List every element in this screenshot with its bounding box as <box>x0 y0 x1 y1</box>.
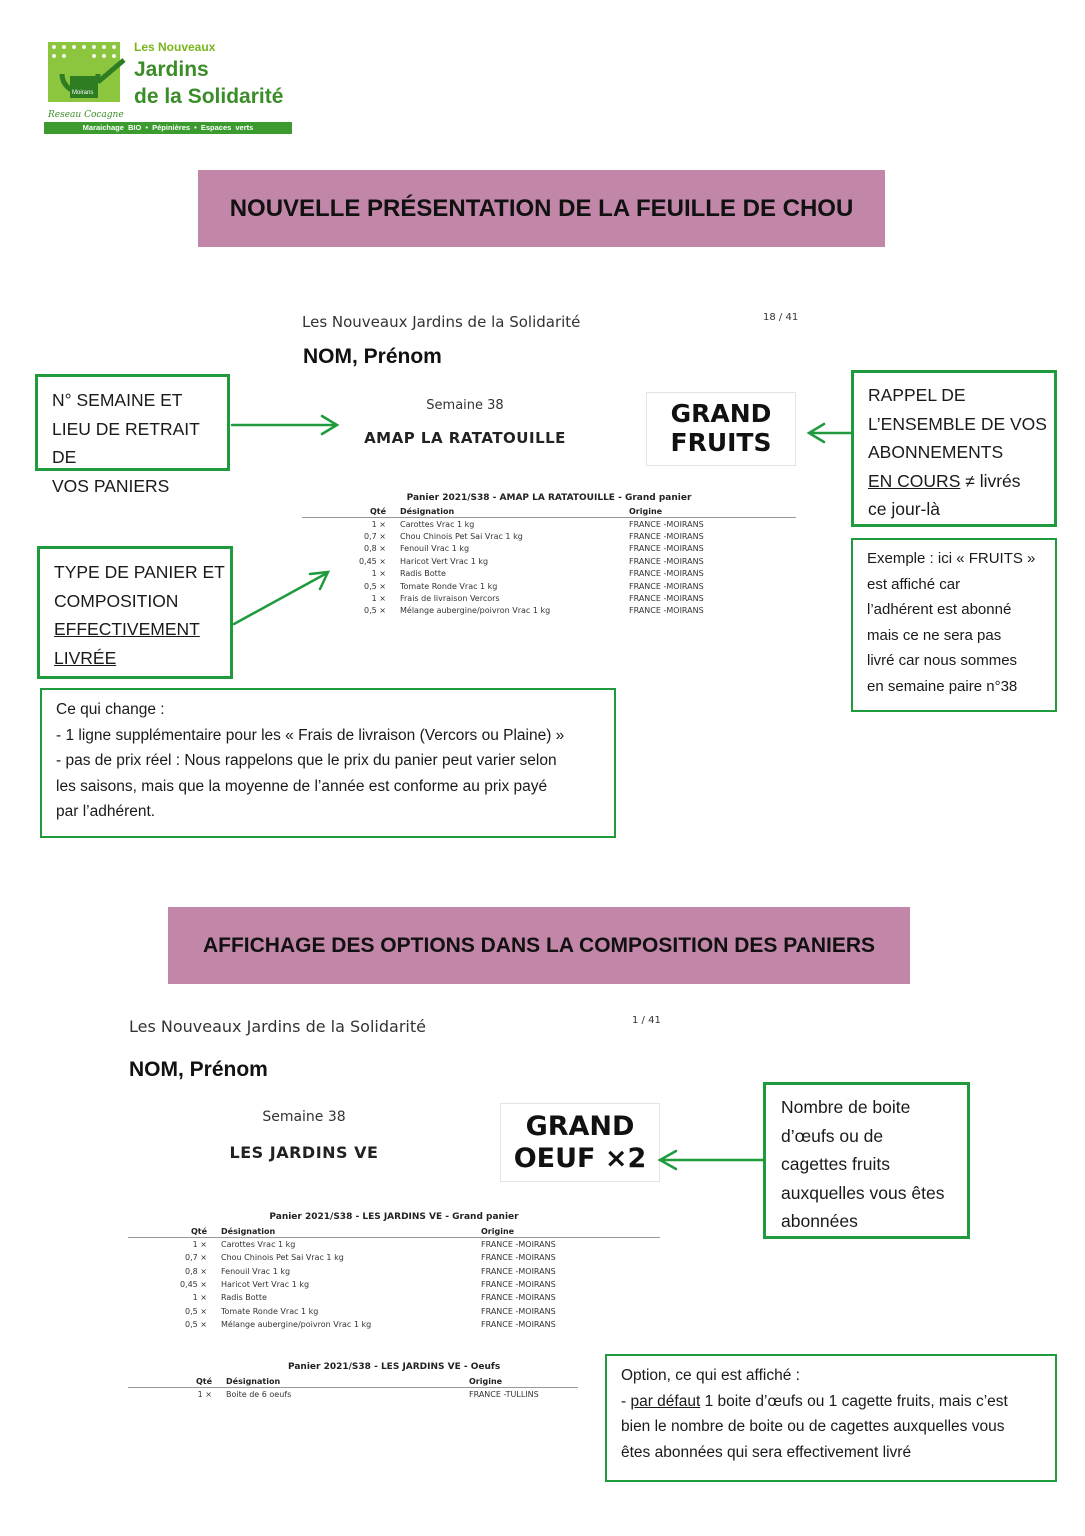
callout-line: ABONNEMENTS <box>868 442 1004 462</box>
doc-2-week: Semaine 38 <box>262 1109 346 1125</box>
callout-line: mais ce ne sera pas <box>867 626 1002 644</box>
cell-designation: Radis Botte <box>400 569 446 579</box>
header-qty: Qté <box>128 1377 226 1388</box>
cell-origin: FRANCE -MOIRANS <box>481 1280 556 1290</box>
callout-line: bien le nombre de boite ou de cagettes auxquelles vous <box>621 1418 1005 1435</box>
doc-2-organization: Les Nouveaux Jardins de la Solidarité <box>129 1017 426 1036</box>
cell-origin: FRANCE -MOIRANS <box>481 1319 556 1329</box>
cell-designation: Carottes Vrac 1 kg <box>221 1240 296 1250</box>
callout-line: LIEU DE RETRAIT DE <box>52 418 200 467</box>
callout-line: d’œufs ou de <box>781 1125 884 1146</box>
header-origin: Origine <box>629 507 796 518</box>
callout-line: RAPPEL DE <box>868 385 966 405</box>
cell-origin: FRANCE -MOIRANS <box>481 1266 556 1276</box>
section-1-banner: NOUVELLE PRÉSENTATION DE LA FEUILLE DE CHOU <box>198 170 885 247</box>
header-qty: Qté <box>128 1227 221 1238</box>
cell-qty: 0,5 × <box>364 581 386 591</box>
callout-line: par l’adhérent. <box>56 803 156 820</box>
cell-designation: Mélange aubergine/poivron Vrac 1 kg <box>221 1319 372 1329</box>
cell-designation: Fenouil Vrac 1 kg <box>400 544 470 554</box>
doc-1-member-name: NOM, Prénom <box>303 345 442 368</box>
doc-2-member-name: NOM, Prénom <box>129 1058 268 1081</box>
callout-line: - 1 ligne supplémentaire pour les « Frais de livraison (Vercors ou Plaine) » <box>56 726 565 744</box>
arrow-to-week-icon <box>232 416 337 434</box>
doc-2-subscription-line-2: OEUF ×2 <box>513 1142 647 1174</box>
cell-qty: 0,7 × <box>364 532 386 542</box>
logo-line-1: Les Nouveaux <box>134 40 216 54</box>
callout-line: en semaine paire n°38 <box>867 677 1018 695</box>
cell-designation: Fenouil Vrac 1 kg <box>221 1266 291 1276</box>
cell-designation: Chou Chinois Pet Sai Vrac 1 kg <box>400 532 523 542</box>
cell-qty: 1 × <box>371 519 386 529</box>
cell-qty: 0,45 × <box>179 1280 207 1290</box>
cell-designation: Frais de livraison Vercors <box>400 594 500 604</box>
callout-line: COMPOSITION <box>54 590 179 611</box>
callout-line: Ce qui change : <box>56 701 165 718</box>
cell-designation: Haricot Vert Vrac 1 kg <box>221 1280 310 1290</box>
callout-text: - <box>621 1392 631 1410</box>
cell-designation: Boite de 6 oeufs <box>226 1389 292 1399</box>
header-designation: Désignation <box>226 1377 469 1388</box>
cell-designation: Carottes Vrac 1 kg <box>400 519 475 529</box>
callout-text: ≠ livrés <box>960 470 1021 491</box>
cell-qty: 0,45 × <box>358 556 386 566</box>
callout-text: 1 boite d’œufs ou 1 cagette fruits, mais c’est <box>700 1392 1008 1410</box>
cell-origin: FRANCE -MOIRANS <box>629 556 704 566</box>
callout-line: Exemple : ici « FRUITS » <box>867 550 1036 567</box>
arrow-to-table-icon <box>234 572 328 624</box>
doc-2-page-number: 1 / 41 <box>632 1015 661 1026</box>
header-designation: Désignation <box>221 1227 481 1238</box>
cell-origin: FRANCE -MOIRANS <box>629 594 704 604</box>
doc-2-pickup-place: LES JARDINS VE <box>229 1143 379 1162</box>
cell-designation: Mélange aubergine/poivron Vrac 1 kg <box>400 606 551 616</box>
doc-2-option-table-title: Panier 2021/S38 - LES JARDINS VE - Oeufs <box>288 1362 501 1372</box>
cell-qty: 0,5 × <box>185 1306 207 1316</box>
doc-2-table-title: Panier 2021/S38 - LES JARDINS VE - Grand panier <box>269 1212 519 1222</box>
cell-origin: FRANCE -MOIRANS <box>481 1253 556 1263</box>
callout-line: EFFECTIVEMENT <box>54 619 200 639</box>
cell-origin: FRANCE -MOIRANS <box>629 581 704 591</box>
callout-underlined: par défaut <box>630 1392 701 1410</box>
logo-line-3: de la Solidarité <box>134 85 284 108</box>
logo-band: Maraichage BIO • Pépinières • Espaces verts <box>44 122 292 134</box>
callout-line: Nombre de boite <box>781 1097 911 1117</box>
doc-1-subscription-line-2: FRUITS <box>670 428 772 457</box>
cell-origin: FRANCE -MOIRANS <box>629 532 704 542</box>
arrow-to-egg-count-icon <box>660 1151 763 1169</box>
header-designation: Désignation <box>400 507 629 518</box>
header-qty: Qté <box>302 507 400 518</box>
cell-origin: FRANCE -MOIRANS <box>629 569 704 579</box>
cell-designation: Tomate Ronde Vrac 1 kg <box>221 1306 319 1316</box>
cell-origin: FRANCE -MOIRANS <box>481 1240 556 1250</box>
doc-2-subscription-line-1: GRAND <box>525 1111 635 1143</box>
callout-line: - pas de prix réel : Nous rappelons que le prix du panier peut varier selon <box>56 752 557 769</box>
cell-origin: FRANCE -TULLINS <box>469 1389 539 1399</box>
cell-qty: 0,8 × <box>364 544 386 554</box>
callout-line: VOS PANIERS <box>52 475 170 496</box>
header-origin: Origine <box>469 1377 578 1388</box>
cell-designation: Haricot Vert Vrac 1 kg <box>400 556 489 566</box>
doc-1-table-title: Panier 2021/S38 - AMAP LA RATATOUILLE - Grand panier <box>406 493 692 503</box>
section-2-banner: AFFICHAGE DES OPTIONS DANS LA COMPOSITION DES PANIERS <box>168 907 910 984</box>
callout-line: abonnées <box>781 1211 858 1231</box>
logo-sign: Moirans <box>72 90 94 96</box>
callout-line: L’ENSEMBLE DE VOS <box>868 413 1047 434</box>
cell-origin: FRANCE -MOIRANS <box>481 1293 556 1303</box>
callout-line: LIVRÉE <box>54 647 117 668</box>
callout-line: cagettes fruits <box>781 1154 890 1174</box>
callout-line: l’adhérent est abonné <box>867 601 1012 618</box>
header-origin: Origine <box>481 1227 660 1238</box>
callout-line: auxquelles vous êtes <box>781 1182 945 1203</box>
doc-1-pickup-place: AMAP LA RATATOUILLE <box>364 429 566 447</box>
cell-designation: Tomate Ronde Vrac 1 kg <box>400 581 498 591</box>
doc-1-week: Semaine 38 <box>426 398 504 413</box>
cell-qty: 1 × <box>371 569 386 579</box>
callout-line: est affiché car <box>867 575 961 593</box>
callout-line: les saisons, mais que la moyenne de l’année est conforme au prix payé <box>56 777 548 795</box>
logo-network: Reseau Cocagne <box>48 110 124 120</box>
callout-line: êtes abonnées qui sera effectivement livré <box>621 1443 912 1461</box>
cell-qty: 0,7 × <box>185 1253 207 1263</box>
arrow-to-subscriptions-icon <box>809 424 851 442</box>
callout-line: ce jour-là <box>868 499 940 519</box>
cell-qty: 0,5 × <box>185 1319 207 1329</box>
cell-origin: FRANCE -MOIRANS <box>629 606 704 616</box>
cell-qty: 1 × <box>197 1389 212 1399</box>
cell-origin: FRANCE -MOIRANS <box>629 519 704 529</box>
cell-qty: 1 × <box>192 1240 207 1250</box>
logo-line-2: Jardins <box>134 58 209 81</box>
doc-1-subscription-line-1: GRAND <box>670 399 772 429</box>
callout-line: N° SEMAINE ET <box>52 390 183 410</box>
cell-designation: Chou Chinois Pet Sai Vrac 1 kg <box>221 1253 344 1263</box>
callout-underlined: EN COURS <box>868 470 961 491</box>
callout-line: TYPE DE PANIER ET <box>54 562 225 582</box>
cell-designation: Radis Botte <box>221 1293 267 1303</box>
cell-origin: FRANCE -MOIRANS <box>629 544 704 554</box>
cell-qty: 0,8 × <box>185 1266 207 1276</box>
cell-qty: 1 × <box>371 594 386 604</box>
cell-qty: 1 × <box>192 1293 207 1303</box>
callout-line: Option, ce qui est affiché : <box>621 1367 800 1384</box>
cell-qty: 0,5 × <box>364 606 386 616</box>
callout-line: livré car nous sommes <box>867 652 1018 669</box>
doc-1-organization: Les Nouveaux Jardins de la Solidarité <box>302 313 581 331</box>
cell-origin: FRANCE -MOIRANS <box>481 1306 556 1316</box>
doc-1-page-number: 18 / 41 <box>763 312 799 323</box>
